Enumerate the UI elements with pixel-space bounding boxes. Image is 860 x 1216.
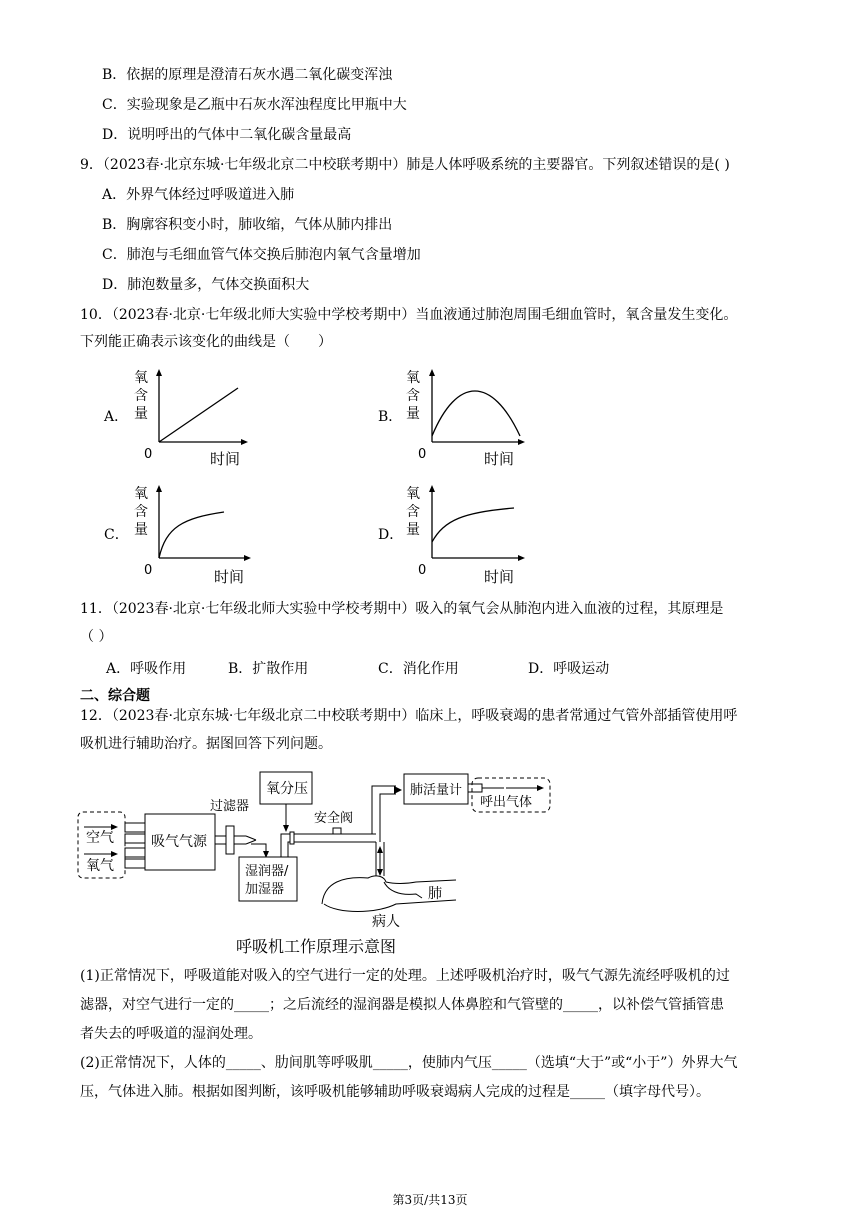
ventilator-diagram [76, 764, 556, 964]
graph-c-ylabel-3: 量 [134, 522, 148, 538]
graph-a-xlabel: 时间 [210, 450, 241, 468]
section-heading: 二、综合题 [80, 688, 150, 704]
q12-stem-line2: 吸机进行辅助治疗。据图回答下列问题。 [80, 736, 332, 752]
q11-stem-line2: （ ） [80, 629, 113, 645]
q12-part1-line1: (1)正常情况下，呼吸道能对吸入的空气进行一定的处理。上述呼吸机治疗时，吸气气源先流经呼吸机的过 [80, 968, 730, 984]
graph-a-ylabel-2: 含 [134, 388, 148, 404]
graph-b [402, 366, 542, 470]
graph-d-xlabel: 时间 [484, 568, 515, 586]
graph-b-letter: B． [378, 409, 403, 425]
safety-valve [333, 828, 341, 834]
q10-stem-line2: 下列能正确表示该变化的曲线是（ ） [80, 334, 332, 350]
gas-source-label: 吸气气源 [151, 834, 207, 850]
q11-stem-line1: 11．（2023春·北京·七年级北师大实验中学校考期中）吸入的氧气会从肺泡内进入血液的过程，其原理是 [80, 601, 724, 617]
graph-c-xlabel: 时间 [214, 568, 245, 586]
graph-d-curve [432, 508, 514, 542]
graph-a-origin: 0 [144, 447, 153, 462]
exhaled-gas-label: 呼出气体 [480, 795, 533, 810]
filter-label: 过滤器 [210, 799, 250, 814]
graph-b-ylabel-1: 氧 [406, 370, 420, 386]
graph-a-curve [159, 388, 238, 442]
graph-c-curve [159, 512, 224, 558]
graph-a-letter: A． [104, 409, 129, 425]
q9-option-a: A．外界气体经过呼吸道进入肺 [102, 187, 295, 203]
q11-option-a: A．呼吸作用 [106, 661, 187, 677]
patient-label: 病人 [372, 914, 400, 930]
humidifier-label-1: 湿润器/ [245, 864, 289, 879]
graph-b-ylabel-2: 含 [406, 388, 420, 404]
prev-option-c: C．实验现象是乙瓶中石灰水浑浊程度比甲瓶中大 [102, 97, 407, 113]
o2-pressure-label: 氧分压 [266, 781, 308, 797]
graph-b-origin: 0 [418, 447, 427, 462]
air-label: 空气 [86, 830, 114, 846]
graph-c-letter: C． [104, 527, 129, 543]
prev-option-b: B．依据的原理是澄清石灰水遇二氧化碳变浑浊 [102, 67, 393, 83]
spirometer-label: 肺活量计 [410, 783, 463, 798]
graph-a-ylabel-1: 氧 [134, 370, 148, 386]
q12-part1-line2: 滤器，对空气进行一定的_____；之后流经的湿润器是模拟人体鼻腔和气管壁的_____，以补偿气管插管患 [80, 997, 724, 1013]
graph-d-origin: 0 [418, 563, 427, 578]
graph-d-letter: D． [378, 527, 404, 543]
q9-stem: 9．（2023春·北京东城·七年级北京二中校联考期中）肺是人体呼吸系统的主要器官。下列叙述错误的是( ) [80, 157, 730, 173]
graph-b-curve [432, 391, 520, 436]
lung-label: 肺 [428, 886, 442, 902]
filter-element [226, 826, 234, 854]
graph-a-ylabel-3: 量 [134, 406, 148, 422]
graph-d-ylabel-2: 含 [406, 504, 420, 520]
humidifier-label-2: 加湿器 [245, 882, 285, 897]
graph-d [402, 482, 542, 586]
q9-option-b: B．胸廓容积变小时，肺收缩，气体从肺内排出 [102, 217, 393, 233]
safety-valve-label: 安全阀 [314, 811, 354, 826]
q12-part1-line3: 者失去的呼吸道的湿润处理。 [80, 1026, 262, 1042]
q11-option-c: C．消化作用 [378, 661, 459, 677]
q11-option-b: B．扩散作用 [228, 661, 309, 677]
q11-option-d: D．呼吸运动 [528, 661, 610, 677]
graph-d-ylabel-1: 氧 [406, 486, 420, 502]
q12-part2-line1: (2)正常情况下，人体的_____、肋间肌等呼吸肌_____，使肺内气压_____（选填“大于”或“小于”）外界大气 [80, 1055, 738, 1071]
q10-stem-line1: 10．（2023春·北京·七年级北师大实验中学校考期中）当血液通过肺泡周围毛细血管时，氧含量发生变化。 [80, 307, 738, 323]
graph-c-ylabel-2: 含 [134, 504, 148, 520]
q11-options [106, 658, 609, 678]
q12-part2-line2: 压，气体进入肺。根据如图判断，该呼吸机能够辅助呼吸衰竭病人完成的过程是_____（填字母代号）。 [80, 1084, 710, 1100]
graph-c-origin: 0 [144, 563, 153, 578]
prev-option-d: D．说明呼出的气体中二氧化碳含量最高 [102, 127, 352, 143]
graph-b-xlabel: 时间 [484, 450, 515, 468]
diagram-caption: 呼吸机工作原理示意图 [236, 937, 397, 956]
graph-b-ylabel-3: 量 [406, 406, 420, 422]
q9-option-c: C．肺泡与毛细血管气体交换后肺泡内氧气含量增加 [102, 247, 421, 263]
graph-c [128, 482, 268, 586]
graph-a [128, 366, 268, 470]
graph-c-ylabel-1: 氧 [134, 486, 148, 502]
q12-stem-line1: 12．（2023春·北京东城·七年级北京二中校联考期中）临床上，呼吸衰竭的患者常通过气管外部插管使用呼 [80, 708, 738, 724]
oxygen-label: 氧气 [86, 858, 114, 874]
graph-d-ylabel-3: 量 [406, 522, 420, 538]
page-footer: 第3页/共13页 [392, 1193, 468, 1207]
q9-option-d: D．肺泡数量多，气体交换面积大 [102, 277, 310, 293]
